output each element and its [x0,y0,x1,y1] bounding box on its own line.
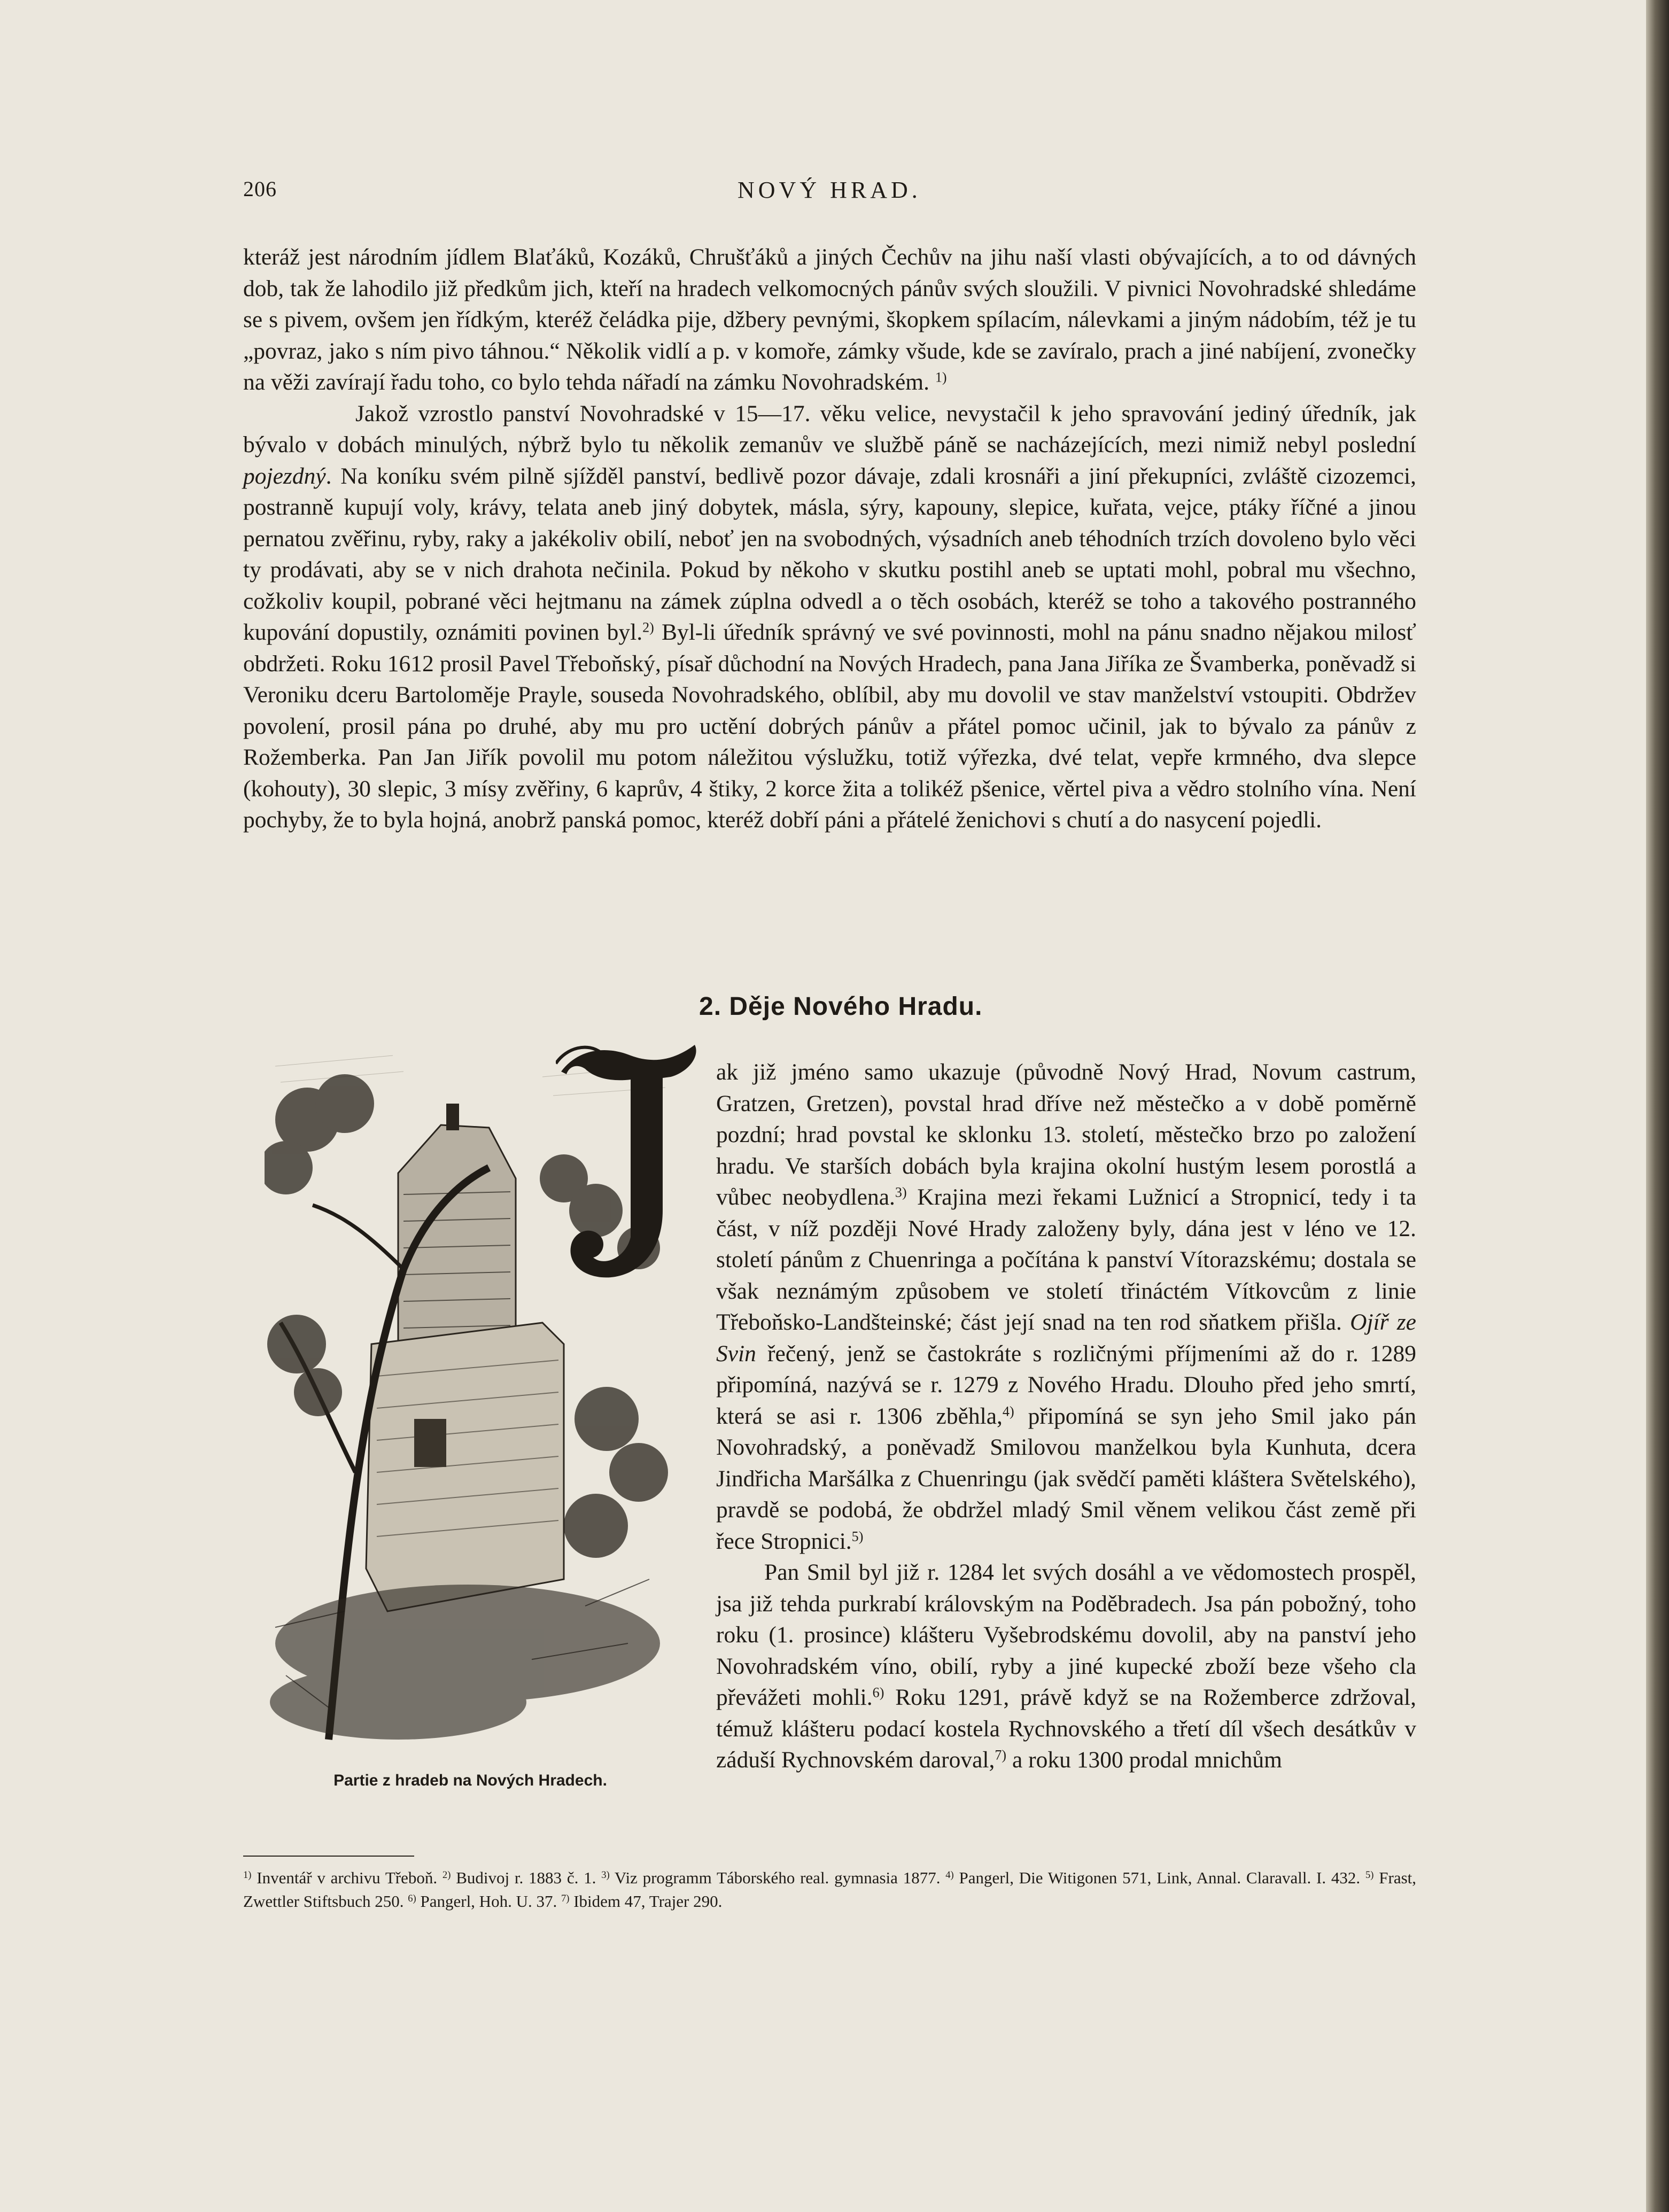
paragraph-officials: Jakož vzrostlo panství Novohradské v 15—17. věku velice, nevystačil k jeho spravování jediný úředník, jak bývalo v dobách minulých, nýbrž bylo tu několik zemanův ve službě páně se nacházejících, mezi nimiž nebyl poslední pojezdný. Na koníku svém pilně sjížděl panství, bedlivě pozor dávaje, zdali krosnáři a jiní překupníci, zvláště cizozemci, postranně kupují voly, krávy, telata aneb jiný dobytek, másla, sýry, kapouny, slepice, kuřata, vejce, ptáky říčné a jinou pernatou zvěřinu, ryby, raky a jakékoliv obilí, neboť jen na svobodných, výsadních aneb téhodních trzích dovoleno bylo věci ty prodávati, aby se v nich drahota nečinila. Pokud by někoho v skutku postihl aneb se uptati mohl, pobral mu všechno, cožkoliv koupil, pobrané věci hejtmanu na zámek zúplna odvedl a o těch osobách, kteréž se toho a takového postranného kupování dopustily, oznámiti povinen byl.$^{2)}$ Byl-li úředník správný ve své povinnosti, mohl na pánu snadno nějakou milosť obdržeti. Roku 1612 prosil Pavel Třeboňský, písař důchodní na Nových Hradech, pana Jana Jiříka ze Švamberka, poněvadž si Veroniku dceru Bartoloměje Prayle, souseda Novohradského, oblíbil, aby mu dovolil ve stav manželství vstoupiti. Obdržev povolení, prosil pána po druhé, aby mu pro uctění dobrých pánův a přátel pomoc učinil, jak to bývalo za pánův z Rožemberka. Pan Jan Jiřík povolil mu potom náležitou výslužku, totiž výřezka, dvé telat, vepře krmného, dva slepce (kohouty), 30 slepic, 3 mísy zvěřiny, 6 kaprův, 4 štiky, 2 korce žita a tolikéž pšenice, věrtel piva a vědro stolního vína. Není pochyby, že to byla hojná, anobrž panská pomoc, kteréž dobří páni a přátelé ženichovi s chutí a do nasycení pojedli. [243,400,1416,833]
footnote-ref: 6) [872,1685,884,1701]
footnote-item: $^{6)}$ Pangerl, Hoh. U. 37. [408,1892,557,1911]
page-header [0,176,1646,219]
footnotes [243,1866,1416,1913]
footnote-ref: 3) [895,1184,907,1200]
emphasis-term: pojezdný [243,463,326,489]
footnote-item: $^{3)}$ Viz programm Táborského real. gymnasia 1877. [601,1868,941,1887]
footnote-ref: 1) [935,369,947,385]
main-text [243,242,1416,836]
footnote-ref: 7) [995,1747,1007,1763]
footnote-divider [243,1856,414,1857]
initial-j-glyph [556,1034,711,1285]
footnote-ref: 4) [1002,1403,1014,1419]
section-text [716,1057,1416,1776]
paragraph-smil: Pan Smil byl již r. 1284 let svých dosáhl a ve vědomostech prospěl, jsa již tehda purkrabí královským na Poděbradech. Jsa pán pobožný, toho roku (1. prosince) klášteru Vyšebrodskému dovolil, aby na panství jeho Novohradském víno, obilí, ryby a jiné kupecké zboží beze všeho cla převážeti mohli.$^{6)}$ Roku 1291, právě když se na Rožemberce zdržoval, témuž klášteru podací kostela Rychnovského a třetí díl všech desátkův v záduší Rychnovském daroval,$^{7)}$ a roku 1300 prodal mnichům [716,1559,1416,1773]
footnote-item: $^{2)}$ Budivoj r. 1883 č. 1. [442,1868,596,1887]
footnote-item: $^{1)}$ Inventář v archivu Třeboň. [243,1868,438,1887]
footnote-item: $^{7)}$ Ibidem 47, Trajer 290. [561,1892,723,1911]
figure-caption: Partie z hradeb na Nových Hradech. [333,1772,607,1789]
footnote-item: $^{4)}$ Pangerl, Die Witigonen 571, Link, Annal. Claravall. I. 432. [945,1868,1361,1887]
footnote-ref: 2) [642,619,654,635]
section-heading: 2. Děje Nového Hradu. [699,992,983,1021]
page-number: 206 [243,177,277,201]
decorative-initial-j [556,1034,711,1285]
running-title: NOVÝ HRAD. [738,177,921,203]
footnote-item: $^{5)}$ Frast, Zwettler Stiftsbuch 250. [243,1868,1417,1911]
paragraph-continued: kteráž jest národním jídlem Blaťáků, Kozáků, Chrušťáků a jiných Čechův na jihu naší vlasti obývajících, a to od dávných dob, tak že lahodilo již předkům jich, kteří na hradech velkomocných pánův svých sloužili. V pivnici Novohradské shledáme se s pivem, ovšem jen řídkým, kteréž čeládka pije, džbery pevnými, škopkem spílacím, nálevkami a jiným nádobím, též je tu „povraz, jako s ním pivo táhnou.“ Několik vidlí a p. v komoře, zámky všude, kde se zavíralo, prach a jiné nabíjení, zvonečky na věži zavírají řadu toho, co bylo tehda nářadí na zámku Novohradském. $^{1)}$ [243,244,1416,395]
footnote-ref: 5) [851,1528,864,1544]
emphasis-name: Ojíř ze Svin [716,1309,1416,1367]
paragraph-history: ak již jméno samo ukazuje (původně Nový Hrad, Novum castrum, Gratzen, Gretzen), povstal hrad dříve než městečko a v době poměrně pozdní; hrad povstal ke sklonku 13. století, městečko brzo po založení hradu. Ve starších dobách byla krajina okolní hustým lesem porostlá a vůbec neobydlena.$^{3)}$ Krajina mezi řekami Lužnicí a Stropnicí, tedy i ta část, v níž později Nové Hrady založeny byly, dána jest v léno ve 12. století pánům z Chuenringa a počítána k panství Vítorazskému; dostala se však neznámým způsobem ve století třináctém Vítkovcům z linie Třeboňsko-Landšteinské; část její snad na ten rod sňatkem přišla. Ojíř ze Svin řečený, jenž se častokráte s rozličnými příjmeními až do r. 1289 připomíná, nazývá se r. 1279 z Nového Hradu. Dlouho před jeho smrtí, která se asi r. 1306 zběhla,$^{4)}$ připomíná se syn jeho Smil jako pán Novohradský, a poněvadž Smilovou manželkou byla Kunhuta, dcera Jindřicha Maršálka z Chuenringu (jak svědčí paměti kláštera Světelského), pravdě se podobá, že obdržel mladý Smil věnem velikou část země při řece Stropnici.$^{5)}$ [716,1059,1417,1554]
book-edge [1646,0,1669,2212]
